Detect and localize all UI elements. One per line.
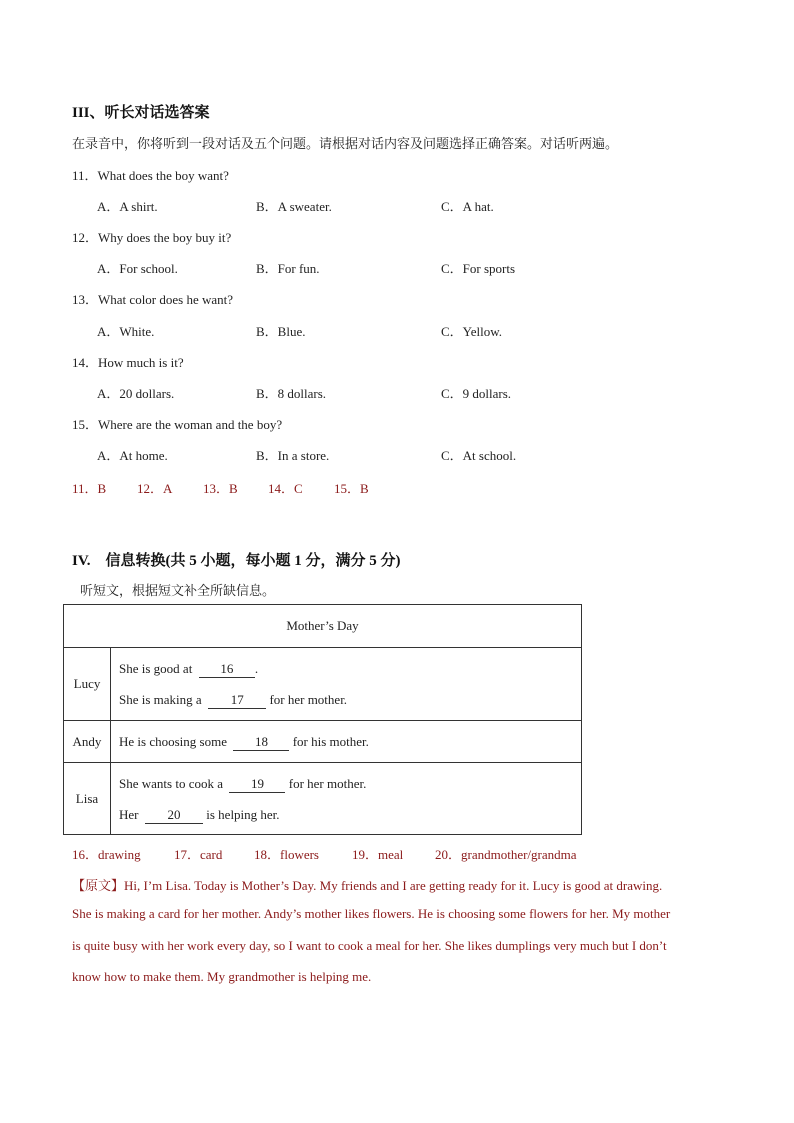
section3-heading: III、听长对话选答案	[72, 105, 210, 121]
question-11: 11．What does the boy want?	[72, 168, 229, 183]
q14-option-c: C．9 dollars.	[441, 386, 512, 401]
q14-option-a: A．20 dollars.	[97, 386, 175, 401]
q11-option-b: B．A sweater.	[256, 199, 332, 214]
table-row-lisa	[64, 763, 582, 835]
section3-instruction: 在录音中，你将听到一段对话及五个问题。请根据对话内容及问题选择正确答案。对话听两遍。	[72, 136, 619, 151]
content-lucy	[111, 648, 582, 721]
section4-instruction: 听短文，根据短文补全所缺信息。	[80, 583, 276, 598]
q13-option-c: C．Yellow.	[441, 324, 503, 339]
q11-option-c: C．A hat.	[441, 199, 494, 214]
question-12: 12．Why does the boy buy it?	[72, 230, 232, 245]
table-title-row	[64, 605, 582, 648]
lisa-line-1: She wants to cook a 19 for her mother.	[119, 775, 367, 791]
q12-option-b: B．For fun.	[256, 261, 320, 276]
andy-line-1: He is choosing some 18 for his mother.	[119, 734, 369, 749]
q15-option-c: C．At school.	[441, 448, 517, 463]
blank-19: 19	[229, 776, 285, 793]
original-text-line-3: is quite busy with her work every day, so I want to cook a meal for her. She likes dumplings very much but I don’t	[72, 938, 667, 953]
original-tag: 【原文】	[72, 878, 125, 893]
question-14: 14．How much is it?	[72, 355, 184, 370]
lucy-line-1: She is good at 16 .	[119, 661, 259, 676]
answer-11: 11．B	[72, 481, 107, 496]
answer-20: 20．grandmother/grandma	[435, 847, 577, 862]
blank-16: 16	[199, 661, 255, 678]
q13-option-a: A．White.	[97, 324, 155, 339]
q12-option-a: A．For school.	[97, 261, 178, 276]
blank-20: 20	[145, 807, 203, 824]
q13-option-b: B．Blue.	[256, 324, 306, 339]
table-title: Mother’s Day	[64, 605, 582, 648]
content-andy	[111, 721, 582, 763]
name-andy: Andy	[64, 721, 111, 763]
lisa-line-2: Her 20 is helping her.	[119, 806, 280, 822]
answer-19: 19．meal	[352, 847, 404, 862]
q15-option-a: A．At home.	[97, 448, 168, 463]
answer-15: 15．B	[334, 481, 369, 496]
info-table	[63, 604, 582, 835]
blank-17: 17	[208, 692, 266, 709]
name-lucy: Lucy	[64, 648, 111, 721]
answer-12: 12．A	[137, 481, 173, 496]
answer-16: 16．drawing	[72, 847, 141, 862]
question-13: 13．What color does he want?	[72, 292, 234, 307]
answer-18: 18．flowers	[254, 847, 319, 862]
original-text-line-2: She is making a card for her mother. Andy’s mother likes flowers. He is choosing some flowers for her. My mother	[72, 906, 671, 921]
answer-14: 14．C	[268, 481, 303, 496]
original-text-line-4: know how to make them. My grandmother is helping me.	[72, 969, 372, 984]
question-15: 15．Where are the woman and the boy?	[72, 417, 283, 432]
original-text-line-1: 【原文】Hi, I’m Lisa. Today is Mother’s Day. My friends and I are getting ready for it. Lucy is good at drawing.	[72, 878, 663, 893]
q12-option-c: C．For sports	[441, 261, 516, 276]
answer-17: 17．card	[174, 847, 223, 862]
answer-13: 13．B	[203, 481, 238, 496]
table-row-andy	[64, 721, 582, 763]
content-lisa	[111, 763, 582, 835]
table-row-lucy	[64, 648, 582, 721]
q14-option-b: B．8 dollars.	[256, 386, 327, 401]
name-lisa: Lisa	[64, 763, 111, 835]
q15-option-b: B．In a store.	[256, 448, 330, 463]
lucy-line-2: She is making a 17 for her mother.	[119, 692, 348, 707]
section4-heading: IV. 信息转换(共 5 小题，每小题 1 分，满分 5 分)	[72, 553, 401, 569]
q11-option-a: A．A shirt.	[97, 199, 158, 214]
blank-18: 18	[233, 734, 289, 751]
